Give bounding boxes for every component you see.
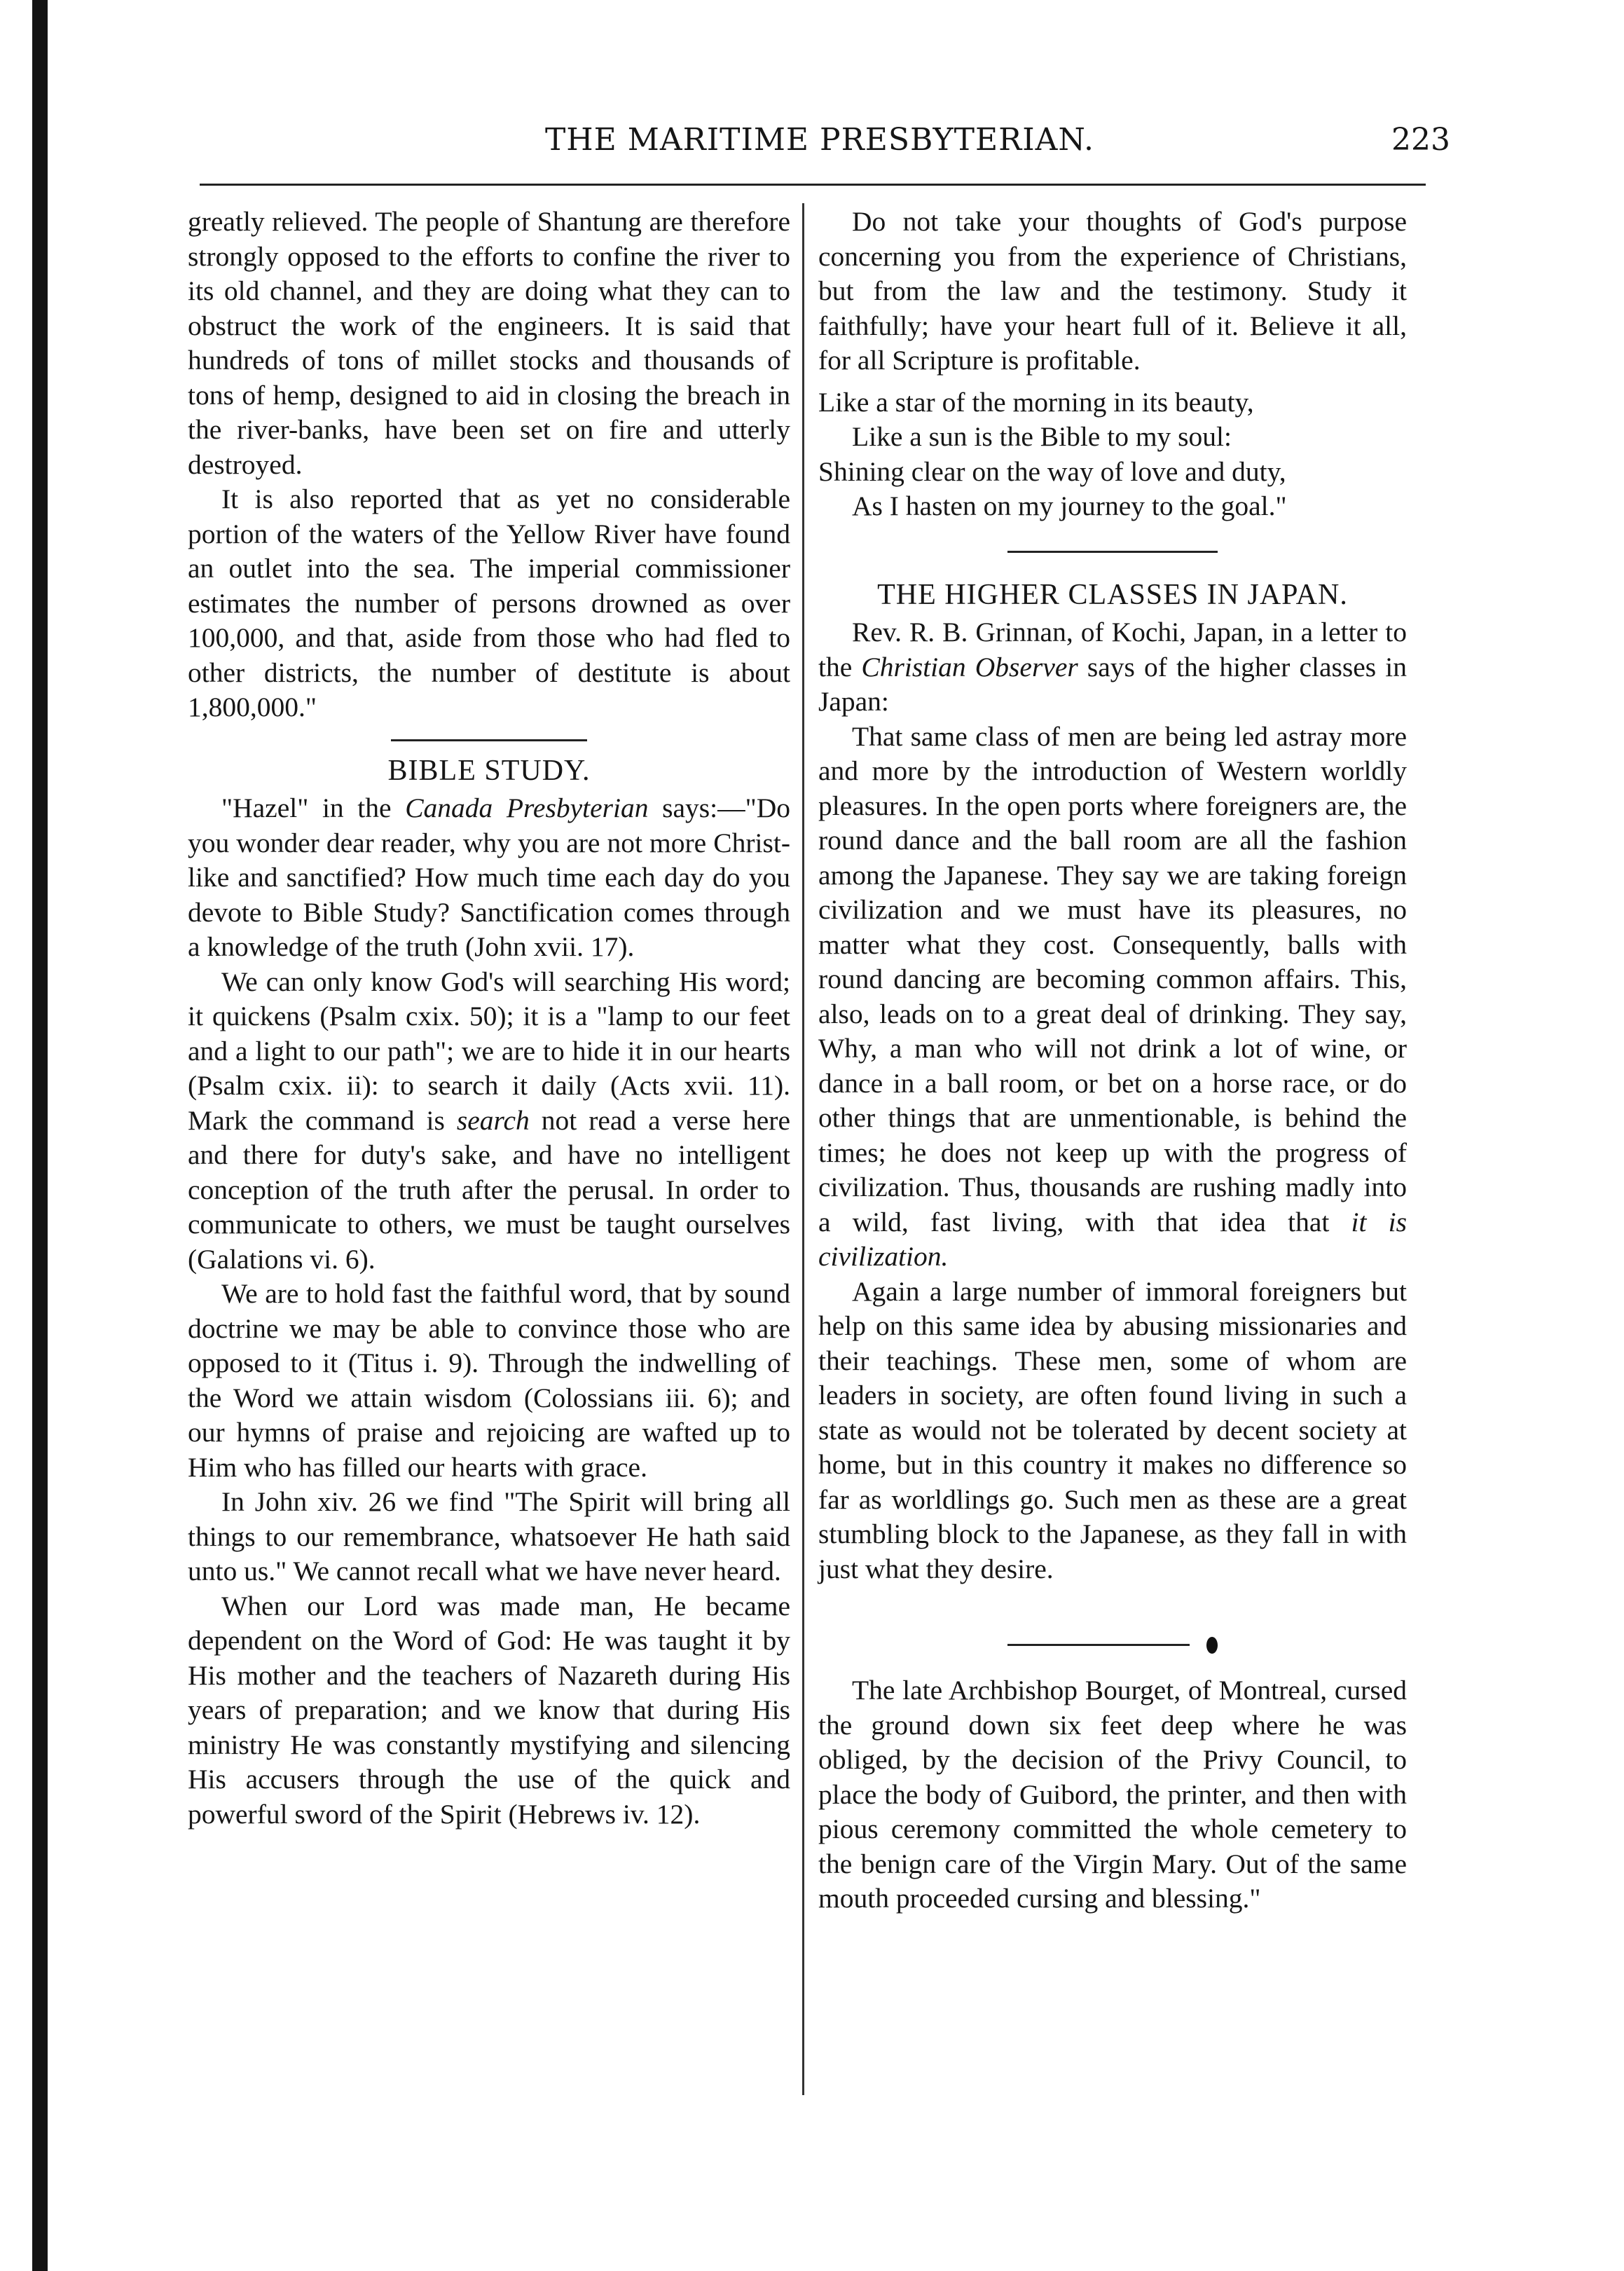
right-column <box>818 205 1407 1916</box>
column-divider <box>802 203 804 2095</box>
page-number: 223 <box>1391 122 1450 158</box>
poem <box>818 385 1407 524</box>
paragraph: Do not take your thoughts of God's purpose concerning you from the experience of Christians, but from the law and the testimony. Study it faithfully; have your heart full of it. Believe it all, for all Scripture is profitable. <box>818 206 1407 376</box>
poem-line: Shining clear on the way of love and duty, <box>818 455 1286 487</box>
running-title: THE MARITIME PRESBYTERIAN. <box>544 122 1095 158</box>
emphasis: it is civilization. <box>818 1206 1408 1272</box>
paragraph <box>188 791 790 965</box>
left-column <box>188 205 790 1832</box>
poem-line: As I hasten on my journey to the goal." <box>852 490 1287 521</box>
page-header <box>189 119 1450 168</box>
section-heading-bible-study: BIBLE STUDY. <box>387 754 591 787</box>
section-heading-japan: THE HIGHER CLASSES IN JAPAN. <box>877 578 1348 611</box>
paragraph: It is also reported that as yet no considerable portion of the waters of the Yellow River have found an outlet into the sea. The imperial commissioner estimates the number of persons drowned as over 100,000, and that, aside from those who had fled to other districts, the number of destitute is about 1,800,000." <box>188 483 790 722</box>
paragraph <box>818 615 1407 720</box>
publication-title: Canada Presbyterian <box>405 793 649 823</box>
poem-line: Like a star of the morning in its beauty, <box>818 386 1254 418</box>
paragraph: Again a large number of immoral foreigners but help on this same idea by abusing missionaries and their teachings. These men, some of whom are leaders in society, are often found living in such a state as would not be tolerated by decent society at home, but in this country it makes no difference so far as worldlings go. Such men as these are a great stumbling block to the Japanese, as they fall in with just what they desire. <box>818 1275 1407 1584</box>
divider-bar <box>1007 1644 1190 1646</box>
section-divider <box>818 1626 1407 1640</box>
text: That same class of men are being led astray more and more by the introduction of Western worldly pleasures. In the open ports where foreigners are, the round dance and the ball room are all the fashion among the Japanese. They say we are taking foreign civilization and we must have its pleasures, no matter what they cost. Consequently, balls with round dancing are becoming common affairs. This, also, leads on to a great deal of drinking. They say, Why, a man who will not drink a lot of wine, or dance in a ball room, or bet on a horse race, or do other things that are unmentionable, is behind the times; he does not keep up with the progress of civilization. Thus, thousands are rushing madly into a wild, fast living, with that idea that <box>818 720 1407 1237</box>
paragraph <box>818 720 1407 1275</box>
publication-title: Christian Observer <box>861 651 1078 682</box>
binding-edge <box>32 0 48 2271</box>
header-rule <box>200 184 1426 186</box>
text: Rev. R. B. Grinnan, of Kochi, Japan, in a letter to the <box>818 617 1407 682</box>
paragraph: The late Archbishop Bourget, of Montreal, cursed the ground down six feet deep where he was obliged, by the decision of the Privy Council, to place the body of Guibord, the printer, and then with pious ceremony committed the whole cemetery to the benign care of the Virgin Mary. Out of the same mouth proceeded cursing and blessing." <box>818 1675 1407 1914</box>
poem-line: Like a sun is the Bible to my soul: <box>852 421 1232 452</box>
section-rule <box>391 739 587 741</box>
text: says:—"Do you wonder dear reader, why you are not more Christ-like and sanctified? How much time each day do you devote to Bible Study? Sanctification comes through a knowledge of the truth (John xvii. 17). <box>188 793 791 962</box>
paragraph: In John xiv. 26 we find "The Spirit will bring all things to our remembrance, whatsoever He hath said unto us." We cannot recall what we have never heard. <box>188 1486 790 1586</box>
text: not read a verse here and there for duty's sake, and have no intelligent conception of the truth after the perusal. In order to communicate to others, we must be taught ourselves (Galations vi. 6). <box>188 1104 790 1275</box>
paragraph: greatly relieved. The people of Shantung are therefore strongly opposed to the efforts to confine the river to its old channel, and they are doing what they can to obstruct the work of the engineers. It is said that hundreds of tons of millet stocks and thousands of tons of hemp, designed to aid in closing the breach in the river-banks, have been set on fire and utterly destroyed. <box>188 206 790 480</box>
text: We can only know God's will searching His word; it quickens (Psalm cxix. 50); it is a "lamp to our feet and a light to our path"; we are to hide it in our hearts (Psalm cxix. ii): to search it daily (Acts xvii. 11). Mark the command is <box>188 966 790 1136</box>
text: says of the higher classes in Japan: <box>818 651 1407 717</box>
emphasis: search <box>456 1104 530 1136</box>
paragraph <box>188 965 790 1277</box>
paragraph: When our Lord was made man, He became dependent on the Word of God: He was taught it by His mother and the teachers of Nazareth during His years of preparation; and we know that during His ministry He was constantly mystifying and silencing His accusers through the use of the quick and powerful sword of the Spirit (Hebrews iv. 12). <box>188 1590 790 1830</box>
section-rule <box>1007 551 1218 553</box>
text: "Hazel" in the <box>221 793 406 823</box>
paragraph: We are to hold fast the faithful word, that by sound doctrine we may be able to convince those who are opposed to it (Titus i. 9). Through the indwelling of the Word we attain wisdom (Colossians iii. 6); and our hymns of praise and rejoicing are wafted up to Him who has filled our hearts with grace. <box>188 1278 790 1483</box>
ornament-dot <box>1206 1637 1218 1654</box>
